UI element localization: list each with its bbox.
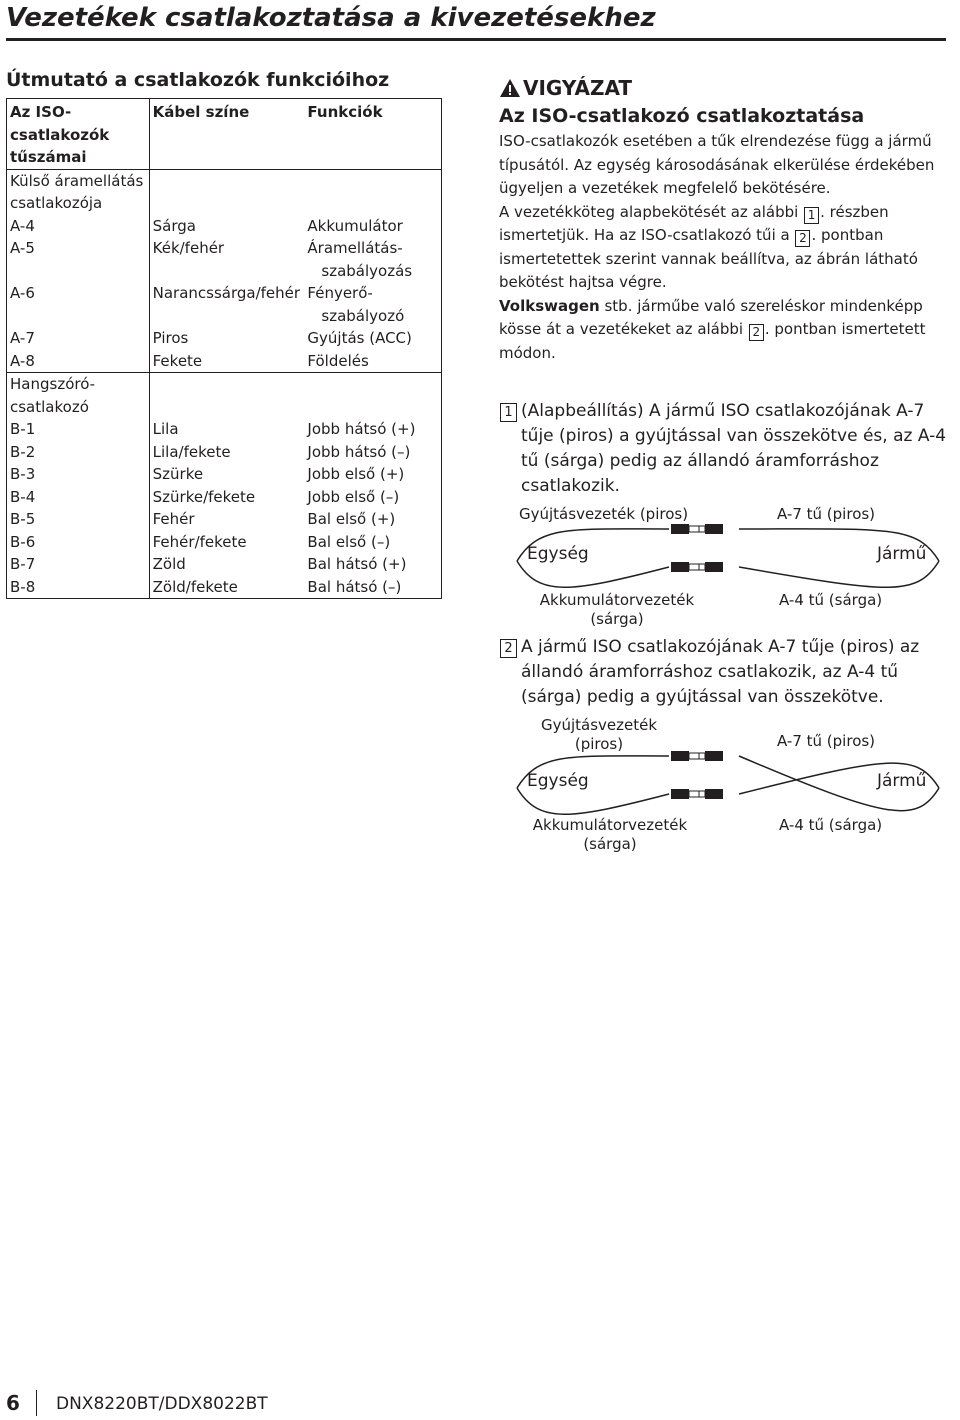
table-row: B-2 Lila/fekete Jobb hátsó (–) [7, 441, 442, 464]
step-2: 2 A jármű ISO csatlakozójának A-7 tűje (piros) az állandó áramforráshoz csatlakozik, az A-4 tű (sárga) pedig a gyújtással van összekötve. [499, 635, 957, 710]
table-row: B-6 Fehér/fekete Bal első (–) [7, 531, 442, 554]
table-row: B-7 Zöld Bal hátsó (+) [7, 553, 442, 576]
unit-label: Egység [527, 771, 589, 791]
pin-a7-label: A-7 tű (piros) [777, 732, 876, 750]
footer-divider [36, 1390, 37, 1416]
step-number-badge: 1 [500, 403, 517, 422]
page-footer [0, 1388, 960, 1418]
header-function: Funkciók [304, 99, 441, 170]
caution-heading: VIGYÁZAT [499, 76, 957, 100]
ignition-wire-label: Gyújtásvezeték (piros) [519, 505, 689, 523]
battery-wire-label: Akkumulátorvezeték (sárga) [532, 816, 688, 853]
table-row: B-5 Fehér Bal első (+) [7, 508, 442, 531]
page-number: 6 [6, 1391, 20, 1415]
table-row: A-7 Piros Gyújtás (ACC) [7, 327, 442, 350]
connector-icon [671, 789, 723, 799]
step-number-badge: 2 [749, 324, 764, 341]
ignition-wire-label: Gyújtásvezeték (piros) [540, 716, 658, 753]
table-row: A-4 Sárga Akkumulátor [7, 215, 442, 238]
header-pins: Az ISO- csatlakozók tűszámai [7, 99, 150, 170]
step-number-badge: 1 [804, 207, 819, 224]
connector-icon [671, 524, 723, 534]
table-header-row [7, 99, 442, 170]
group-title: Hangszóró- csatlakozó [7, 373, 150, 419]
wiring-diagram-2 [499, 716, 957, 856]
group-title-row [7, 169, 442, 215]
warning-icon [499, 78, 521, 98]
connector-table [6, 98, 442, 599]
table-row: B-1 Lila Jobb hátsó (+) [7, 418, 442, 441]
wiring-diagram-1 [499, 505, 957, 631]
step-number-badge: 2 [500, 639, 517, 658]
pin-a4-label: A-4 tű (sárga) [779, 591, 883, 609]
vehicle-label: Jármű [877, 544, 927, 564]
table-row: B-3 Szürke Jobb első (+) [7, 463, 442, 486]
connector-icon [671, 562, 723, 572]
table-row: B-8 Zöld/fekete Bal hátsó (–) [7, 576, 442, 599]
unit-label: Egység [527, 544, 589, 564]
table-row: B-4 Szürke/fekete Jobb első (–) [7, 486, 442, 509]
connector-icon [671, 751, 723, 761]
header-color: Kábel színe [149, 99, 304, 170]
caution-section [499, 76, 957, 856]
group-title-row [7, 373, 442, 419]
vehicle-label: Jármű [877, 771, 927, 791]
battery-wire-label: Akkumulátorvezeték (sárga) [539, 591, 695, 628]
page-title: Vezetékek csatlakoztatása a kivezetésekhez [6, 0, 946, 41]
connector-guide [6, 68, 442, 599]
step-number-badge: 2 [795, 230, 810, 247]
step-1: 1 (Alapbeállítás) A jármű ISO csatlakozójának A-7 tűje (piros) a gyújtással van összekötve és, az A-4 tű (sárga) pedig az állandó áramforráshoz csatlakozik. [499, 399, 957, 499]
caution-subheading: Az ISO-csatlakozó csatlakoztatása [499, 105, 865, 127]
group-title: Külső áramellátás csatlakozója [7, 169, 150, 215]
guide-title: Útmutató a csatlakozók funkcióihoz [6, 69, 390, 91]
table-row: A-8 Fekete Földelés [7, 350, 442, 373]
table-row: A-5 Kék/fehér Áramellátás- szabályozás [7, 237, 442, 282]
pin-a4-label: A-4 tű (sárga) [779, 816, 883, 834]
caution-text: ISO-csatlakozók esetében a tűk elrendezése függ a jármű típusától. Az egység károsodásának elkerülése érdekében ügyeljen a vezetékek megfelelő bekötésére. A vezetékköteg alapbekötését az alábbi 1 . részben ismertetjük. Ha az ISO-csatlakozó tűi a 2 . pontban ismertetettek szerint vannak beállítva, az ábrán látható bekötést hajtsa végre. Volkswagen stb. járműbe való szereléskor mindenképp kösse át a vezetékeket az alábbi 2 . pontban ismertetett módon. [499, 132, 935, 362]
model-name: DNX8220BT/DDX8022BT [56, 1394, 268, 1414]
pin-a7-label: A-7 tű (piros) [777, 505, 876, 523]
table-row: A-6 Narancssárga/fehér Fényerő- szabályozó [7, 282, 442, 327]
